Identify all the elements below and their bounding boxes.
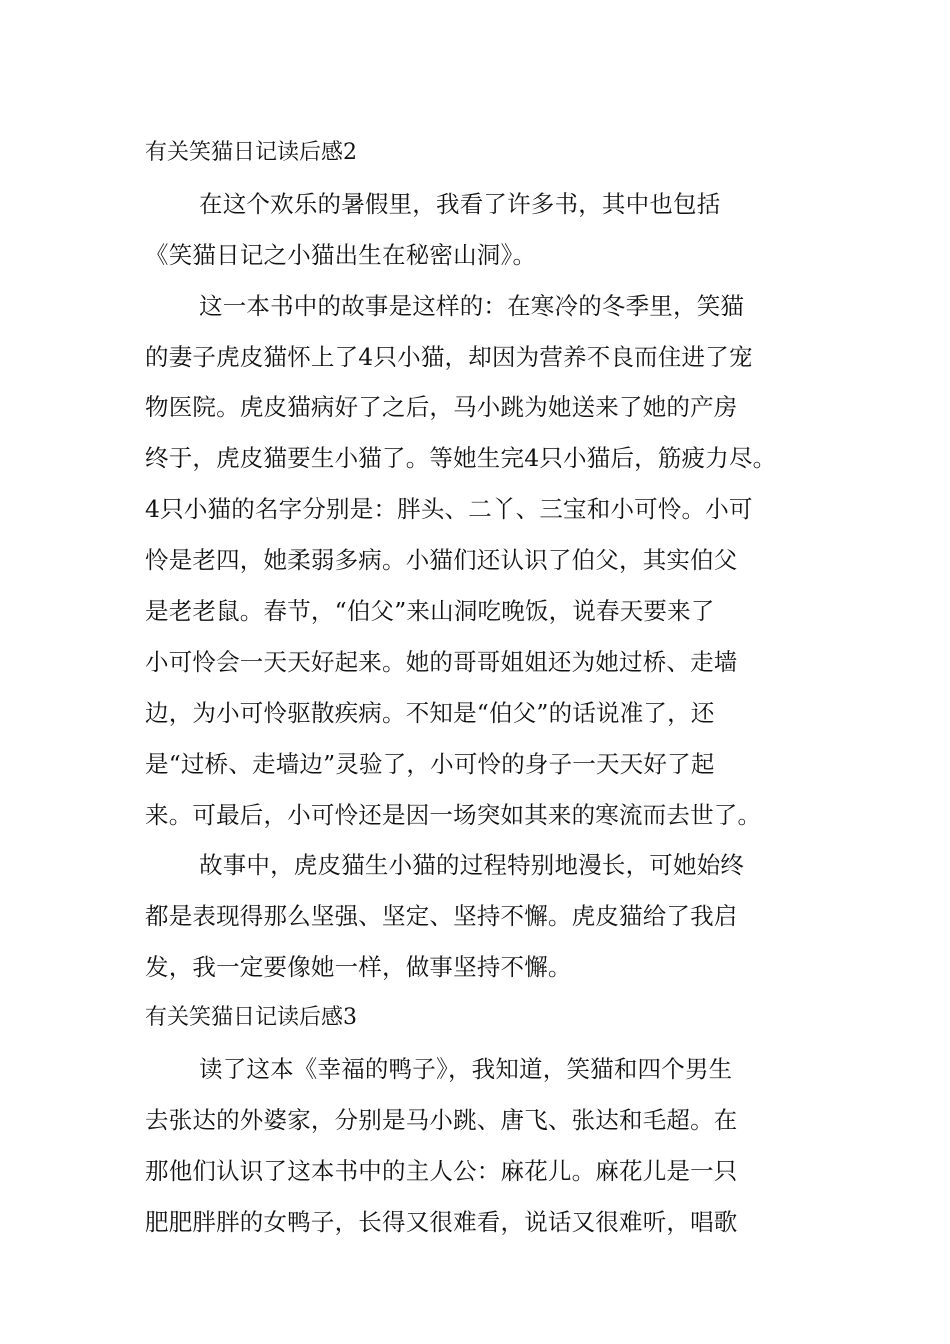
paragraph-line: 是老老鼠。春节，“伯父”来山洞吃晚饭，说春天要来了 bbox=[145, 597, 715, 626]
paragraph-line: 怜是老四，她柔弱多病。小猫们还认识了伯父，其实伯父 bbox=[145, 546, 738, 575]
section-heading: 有关笑猫日记读后感2 bbox=[145, 140, 357, 165]
paragraph-line: 是“过桥、走墙边”灵验了，小可怜的身子一天天好了起 bbox=[145, 749, 715, 778]
paragraph-line: 在这个欢乐的暑假里，我看了许多书，其中也包括 bbox=[199, 189, 721, 218]
paragraph-line: 这一本书中的故事是这样的：在寒冷的冬季里，笑猫 bbox=[199, 291, 745, 320]
paragraph-line: 肥肥胖胖的女鸭子，长得又很难看，说话又很难听，唱歌 bbox=[145, 1207, 738, 1236]
document-body bbox=[145, 128, 835, 1248]
paragraph-line: 发，我一定要像她一样，做事坚持不懈。 bbox=[145, 953, 572, 982]
section-heading: 有关笑猫日记读后感3 bbox=[145, 1005, 357, 1031]
paragraph-line: 故事中，虎皮猫生小猫的过程特别地漫长，可她始终 bbox=[199, 851, 745, 880]
paragraph-line: 小可怜会一天天好起来。她的哥哥姐姐还为她过桥、走墙 bbox=[145, 647, 738, 676]
paragraph-line: 的妻子虎皮猫怀上了4只小猫，却因为营养不良而住进了宠 bbox=[145, 342, 753, 371]
paragraph-line: 《笑猫日记之小猫出生在秘密山洞》。 bbox=[145, 240, 537, 269]
paragraph-line: 终于，虎皮猫要生小猫了。等她生完4只小猫后，筋疲力尽。 bbox=[145, 444, 777, 473]
paragraph-line: 边，为小可怜驱散疾病。不知是“伯父”的话说准了，还 bbox=[145, 698, 715, 727]
paragraph-line: 那他们认识了这本书中的主人公：麻花儿。麻花儿是一只 bbox=[145, 1156, 738, 1185]
paragraph-line: 读了这本《幸福的鸭子》，我知道，笑猫和四个男生 bbox=[199, 1055, 733, 1084]
paragraph-line: 4只小猫的名字分别是：胖头、二丫、三宝和小可怜。小可 bbox=[145, 495, 753, 524]
paragraph-line: 都是表现得那么坚强、坚定、坚持不懈。虎皮猫给了我启 bbox=[145, 902, 738, 931]
paragraph-line: 去张达的外婆家，分别是马小跳、唐飞、张达和毛超。在 bbox=[145, 1105, 738, 1134]
paragraph-line: 物医院。虎皮猫病好了之后，马小跳为她送来了她的产房 bbox=[145, 393, 738, 422]
paragraph-line: 来。可最后，小可怜还是因一场突如其来的寒流而去世了。 bbox=[145, 800, 762, 829]
